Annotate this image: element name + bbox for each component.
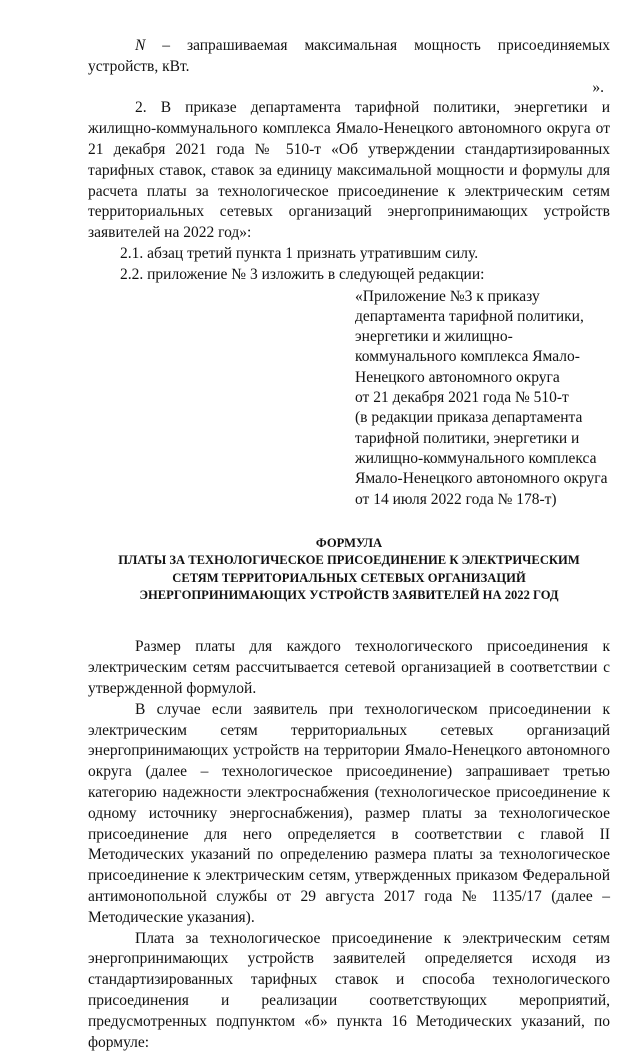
item-2-2: 2.2. приложение № 3 изложить в следующей редакции: [120,265,485,283]
body-paragraph-1: Размер платы для каждого технологического присоединения к электрическим сетям рассчитывается сетевой организацией в соответствии с утвержденной формулой. [88,638,610,698]
appendix-line: Ямало-Ненецкого автономного округа [355,470,608,488]
formula-title-line: ФОРМУЛА [315,535,383,550]
formula-title-line: ПЛАТЫ ЗА ТЕХНОЛОГИЧЕСКОЕ ПРИСОЕДИНЕНИЕ К ЭЛЕКТРИЧЕСКИМ [118,553,580,568]
formula-title-line: ЭНЕРГОПРИНИМАЮЩИХ УСТРОЙСТВ ЗАЯВИТЕЛЕЙ НА 2022 ГОД [139,588,559,603]
n-definition-text: – запрашиваемая максимальная мощность присоединяемых устройств, кВт. [88,37,610,75]
document-page [88,36,610,1053]
formula-title [88,535,610,605]
appendix-line: Ненецкого автономного округа [355,368,560,386]
body-paragraph-3: Плата за технологическое присоединение к электрическим сетям энергопринимающих устройств заявителей определяется исходя из стандартизированных тарифных ставок и способа технологического присоединения и реализации соответствующих мероприятий, предусмотренных подпунктом «б» пункта 16 Методических указаний, по формуле: [88,929,610,1051]
body-paragraph-2: В случае если заявитель при технологическом присоединении к электрическим сетям территориальных сетевых организаций энергопринимающих устройств на территории Ямало-Ненецкого автономного округа (далее – технологическое присоединение) запрашивает третью категорию надежности электроснабжения (технологическое присоединение к одному источнику энергоснабжения), размер платы за технологическое присоединение для него определяется в соответствии с главой II Методических указаний по определению размера платы за технологическое присоединение к электрическим сетям, утвержденных приказом Федеральной антимонопольной службы от 29 августа 2017 года № 1135/17 (далее – Методические указания). [88,700,610,926]
formula-title-line: СЕТЯМ ТЕРРИТОРИАЛЬНЫХ СЕТЕВЫХ ОРГАНИЗАЦИЙ [172,570,526,585]
appendix-line: тарифной политики, энергетики и [355,429,580,447]
closing-quote-mark: ». [592,78,604,96]
appendix-line: энергетики и жилищно- [355,328,513,346]
appendix-line: от 21 декабря 2021 года № 510-т [355,389,569,407]
appendix-line: коммунального комплекса Ямало- [355,348,580,366]
paragraph-2: 2. В приказе департамента тарифной политики, энергетики и жилищно-коммунального комплекса Ямало-Ненецкого автономного округа от 21 декабря 2021 года № 510-т «Об утверждении стандартизированных тарифных ставок, ставок за единицу максимальной мощности и формулы для расчета платы за технологическое присоединение к электрическим сетям территориальных сетевых организаций энергопринимающих устройств заявителей на 2022 год»: [88,99,610,242]
spacer [88,604,610,637]
appendix-line: жилищно-коммунального комплекса [355,449,597,467]
n-variable: N [135,37,146,54]
appendix-line: департамента тарифной политики, [355,307,584,325]
appendix-header [355,287,617,510]
item-2-1: 2.1. абзац третий пункта 1 признать утратившим силу. [120,244,479,262]
appendix-line: (в редакции приказа департамента [355,409,583,427]
appendix-line: «Приложение №3 к приказу [355,287,540,305]
appendix-line: от 14 июля 2022 года № 178-т) [355,490,557,508]
n-definition [88,36,610,78]
